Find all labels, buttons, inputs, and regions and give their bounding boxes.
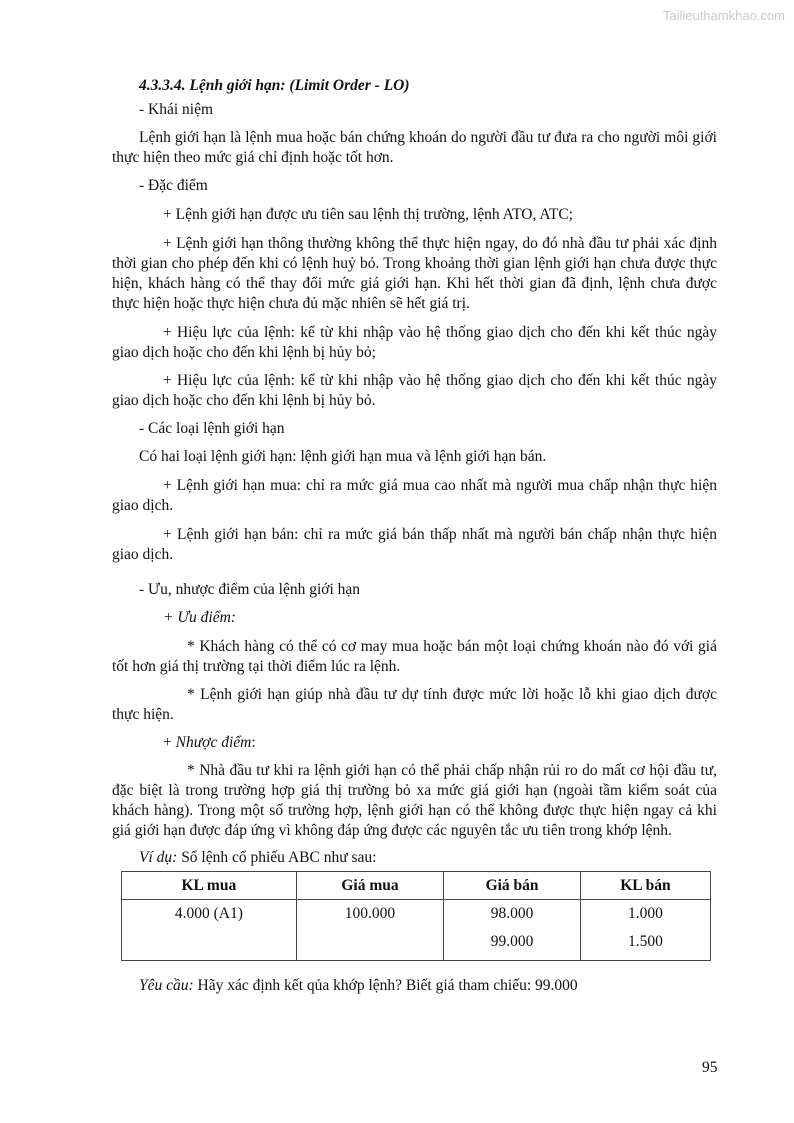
requirement-line: Yêu cầu: Hãy xác định kết qủa khớp lệnh? Biết giá tham chiếu: 99.000 [139, 977, 578, 994]
cell-sell-volumes [580, 900, 710, 961]
pros-item: * Khách hàng có thể có cơ may mua hoặc bán một loại chứng khoán nào đó với giá tốt hơn giá thị trường tại thời điểm lúc ra lệnh. [112, 638, 717, 675]
cons-item: * Nhà đầu tư khi ra lệnh giới hạn có thể phải chấp nhận rủi ro do mất cơ hội đầu tư, đặc biệt là trong trường hợp giá thị trường bỏ xa mức giá giới hạn (ngoài tầm kiểm soát của khách hàng). Trong một số trường hợp, lệnh giới hạn có thể không được thực hiện ngay cả khi giá giới hạn được đáp ứng vì không đáp ứng được các nguyên tắc ưu tiên trong khớp lệnh. [112, 762, 717, 839]
feature-item: + Lệnh giới hạn được ưu tiên sau lệnh thị trường, lệnh ATO, ATC; [163, 206, 573, 223]
feature-item: + Hiệu lực của lệnh: kể từ khi nhập vào hệ thống giao dịch cho đến khi kết thúc ngày giao dịch hoặc cho đến khi lệnh bị hủy bỏ. [112, 372, 717, 409]
page-number: 95 [702, 1059, 718, 1076]
header-buy-price: Giá mua [296, 872, 444, 900]
cons-label: + Nhược điểm: [163, 734, 256, 751]
features-label: - Đặc điểm [139, 177, 208, 194]
header-sell-price: Giá bán [444, 872, 581, 900]
sell-price: 99.000 [490, 933, 534, 950]
cell-sell-prices [444, 900, 581, 961]
table-header-row [122, 872, 711, 900]
example-line: Ví dụ: Sổ lệnh cổ phiếu ABC như sau: [139, 849, 377, 866]
feature-item: + Lệnh giới hạn thông thường không thể thực hiện ngay, do đó nhà đầu tư phải xác định thời gian cho phép đến khi có lệnh huỷ bỏ. Trong khoảng thời gian lệnh giới hạn chưa được thực hiện, khách hàng có thể thay đổi mức giá giới hạn. Khi hết thời gian đã định, lệnh chưa được thực hiện hoặc thực hiện chưa đủ mặc nhiên sẽ hết giá trị. [112, 235, 717, 312]
header-buy-volume: KL mua [122, 872, 297, 900]
concept-text: Lệnh giới hạn là lệnh mua hoặc bán chứng khoán do người đầu tư đưa ra cho người môi giới thực hiện theo mức giá chỉ định hoặc tốt hơn. [112, 129, 717, 166]
section-heading: 4.3.3.4. Lệnh giới hạn: (Limit Order - LO) [139, 77, 410, 94]
type-item: + Lệnh giới hạn mua: chỉ ra mức giá mua cao nhất mà người mua chấp nhận thực hiện giao dịch. [112, 477, 717, 514]
sell-volume: 1.000 [628, 905, 663, 922]
sell-volume: 1.500 [628, 933, 663, 950]
concept-label: - Khái niệm [139, 101, 214, 118]
pros-item: * Lệnh giới hạn giúp nhà đầu tư dự tính được mức lời hoặc lỗ khi giao dịch được thực hiện. [112, 686, 717, 723]
cell-buy-price: 100.000 [296, 900, 444, 961]
table-row [122, 900, 711, 961]
header-sell-volume: KL bán [580, 872, 710, 900]
feature-item: + Hiệu lực của lệnh: kể từ khi nhập vào hệ thống giao dịch cho đến khi kết thúc ngày giao dịch hoặc cho đến khi lệnh bị hủy bỏ; [112, 324, 717, 361]
type-item: + Lệnh giới hạn bán: chỉ ra mức giá bán thấp nhất mà người bán chấp nhận thực hiện giao dịch. [112, 526, 717, 563]
order-book-table [121, 871, 711, 961]
pros-cons-label: - Ưu, nhược điểm của lệnh giới hạn [139, 581, 361, 598]
pros-label: + Ưu điểm: [163, 609, 236, 626]
sell-price: 98.000 [490, 905, 534, 922]
types-intro: Có hai loại lệnh giới hạn: lệnh giới hạn mua và lệnh giới hạn bán. [139, 448, 547, 465]
types-label: - Các loại lệnh giới hạn [139, 420, 285, 437]
watermark: Tailieuthamkhao.com [662, 8, 785, 23]
cell-buy-volume: 4.000 (A1) [122, 900, 297, 961]
page-content [112, 76, 717, 996]
